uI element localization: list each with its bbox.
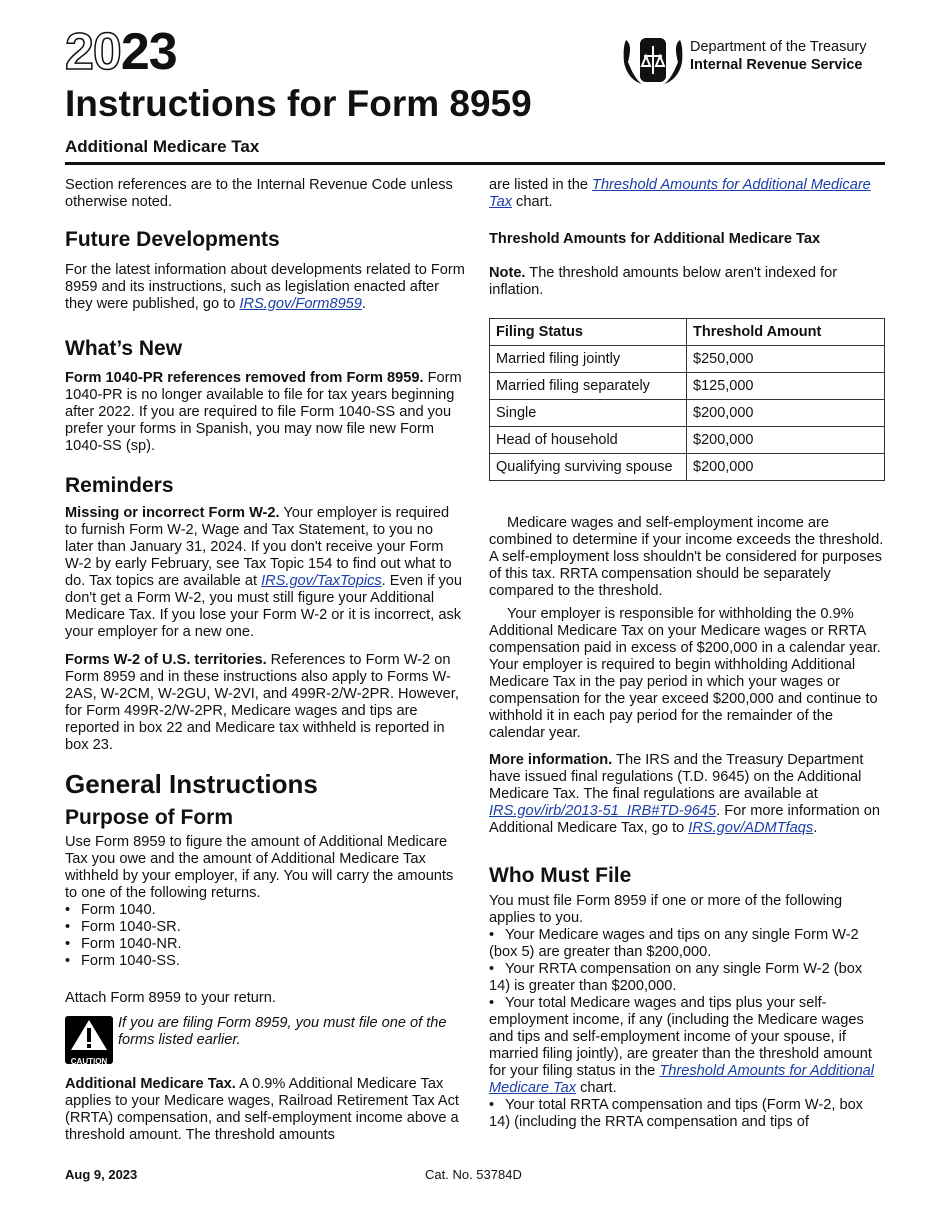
reminders-heading: Reminders: [65, 474, 174, 497]
table-row: Head of household $200,000: [490, 427, 885, 454]
page-subtitle: Additional Medicare Tax: [65, 137, 260, 156]
table-row: Qualifying surviving spouse $200,000: [490, 454, 885, 481]
list-item: • Form 1040-SS.: [65, 953, 465, 970]
attach-text: Attach Form 8959 to your return.: [65, 990, 276, 1006]
threshold-table-heading: Threshold Amounts for Additional Medicare Tax: [489, 231, 821, 247]
whats-new-text: Form 1040-PR references removed from Form 8959. Form 1040-PR is no longer available to file for tax years beginning after 2022. If you are required to file Form 1040-SS and you prefer your forms in Spanish, you may now file new Form 1040-SS (sp).: [65, 370, 462, 454]
page-title: Instructions for Form 8959: [65, 83, 532, 124]
list-item: • Your total Medicare wages and tips plus your self-employment income, if any (including the Medicare wages and tips and self-employment income of your spouse, if married filing jointly), are greater than the threshold amount for your filing status in the Threshold Amounts for Additional Medicare Tax chart.: [489, 995, 887, 1097]
threshold-note: Note. The threshold amounts below aren't indexed for inflation.: [489, 265, 838, 298]
future-developments-heading: Future Developments: [65, 228, 280, 251]
table-row: Single $200,000: [490, 400, 885, 427]
irs-eagle-logo-icon: [622, 32, 684, 88]
returns-list: [65, 902, 465, 970]
tax-topics-link[interactable]: IRS.gov/TaxTopics: [261, 573, 382, 589]
threshold-continuation: are listed in the Threshold Amounts for Additional Medicare Tax chart.: [489, 177, 871, 210]
purpose-section: Use Form 8959 to figure the amount of Additional Medicare Tax you owe and the amount of Additional Medicare Tax withheld by your employer, if any. You will carry the amounts to one of the following returns. • Form 1040. • Form 1040-SR. • Form 1040-NR. • Form 1040-SS.: [65, 834, 465, 970]
caution-icon: CAUTION: [65, 1016, 113, 1064]
table-row: Married filing jointly $250,000: [490, 346, 885, 373]
who-must-file-section: You must file Form 8959 if one or more of the following applies to you. • Your Medicare wages and tips on any single Form W-2 (box 5) are greater than $200,000. • Your RRTA compensation on any single Form W-2 (box 14) is greater than $200,000. • Your total Medicare wages and tips plus your self-employment income, if any (including the Medicare wages and tips and self-employment income of your spouse, if married filing jointly), are greater than the threshold amount for your filing status in the Threshold Amounts for Additional Medicare Tax chart. • Your total RRTA compensation and tips (Form W-2, box 14) (including the RRTA compensation and tips of: [489, 893, 887, 1131]
agency-block: Department of the Treasury Internal Revenue Service: [690, 39, 867, 73]
final-regulations-link[interactable]: IRS.gov/irb/2013-51_IRB#TD-9645: [489, 803, 717, 819]
table-row: Married filing separately $125,000: [490, 373, 885, 400]
threshold-chart-link-2[interactable]: Threshold Amounts for Additional Medicare Tax: [489, 1063, 875, 1096]
threshold-chart-link[interactable]: Threshold Amounts for Additional Medicare Tax: [489, 177, 871, 210]
caution-text: If you are filing Form 8959, you must file one of the forms listed earlier.: [118, 1015, 447, 1048]
table-header-row: Filing Status Threshold Amount: [490, 319, 885, 346]
form-year: 2023: [65, 23, 177, 81]
admt-faqs-link[interactable]: IRS.gov/ADMTfaqs: [688, 820, 814, 836]
future-developments-text: For the latest information about developments related to Form 8959 and its instructions, such as legislation enacted after they were published, go to IRS.gov/Form8959.: [65, 262, 465, 312]
general-instructions-heading: General Instructions: [65, 769, 318, 799]
threshold-table: [489, 318, 885, 481]
territories-reminder: Forms W-2 of U.S. territories. References to Form W-2 on Form 8959 and in these instructions also apply to Forms W-2AS, W-2CM, W-2GU, W-2VI, and 499R-2/W-2PR. However, for Form 499R-2/W-2PR, Medicare wages and tips are reported in box 22 and Medicare tax withheld is reported in box 23.: [65, 652, 459, 753]
more-information-text: More information. The IRS and the Treasury Department have issued final regulations (T.D. 9645) on the Additional Medicare Tax. The final regulations are available at IRS.gov/irb/2013-51_IRB#TD-9645. For more information on Additional Medicare Tax, go to IRS.gov/ADMTfaqs.: [489, 752, 880, 836]
list-item: • Your Medicare wages and tips on any single Form W-2 (box 5) are greater than $200,000.: [489, 927, 887, 961]
catalog-number: Cat. No. 53784D: [425, 1167, 522, 1182]
w2-reminder: Missing or incorrect Form W-2. Your employer is required to furnish Form W-2, Wage and Tax Statement, to you no later than January 31, 2024. If you don't receive your Form W-2 by early February, see Tax Topic 154 to find out what to do. Tax topics are available at IRS.gov/TaxTopics. Even if you don't get a Form W-2, you must still figure your Additional Medicare Tax. If you lose your Form W-2 or it is incorrect, ask your employer for a new one.: [65, 505, 462, 640]
revision-date: Aug 9, 2023: [65, 1167, 138, 1182]
intro-text: Section references are to the Internal Revenue Code unless otherwise noted.: [65, 177, 453, 210]
list-item: • Form 1040-SR.: [65, 919, 465, 936]
form8959-link[interactable]: IRS.gov/Form8959: [239, 296, 362, 312]
purpose-heading: Purpose of Form: [65, 806, 234, 829]
combined-income-text: Medicare wages and self-employment income are combined to determine if your income exceeds the threshold. A self-employment loss shouldn't be considered for purposes of this tax. RRTA compensation should be separately compared to the threshold.: [489, 515, 884, 599]
list-item: • Form 1040-NR.: [65, 936, 465, 953]
list-item: • Your RRTA compensation on any single Form W-2 (box 14) is greater than $200,000.: [489, 961, 887, 995]
employer-withholding-text: Your employer is responsible for withholding the 0.9% Additional Medicare Tax on your Medicare wages or RRTA compensation paid in excess of $200,000 in a calendar year. Your employer is required to begin withholding Additional Medicare Tax in the pay period in which your wages or compensation for the year exceed $200,000 and continue to withhold it in each pay period for the remainder of the calendar year.: [489, 606, 881, 741]
list-item: • Your total RRTA compensation and tips (Form W-2, box 14) (including the RRTA compensation and tips of: [489, 1097, 887, 1131]
whats-new-heading: What’s New: [65, 337, 183, 360]
additional-medicare-tax-text: Additional Medicare Tax. A 0.9% Additional Medicare Tax applies to your Medicare wages, Railroad Retirement Tax Act (RRTA) compensation, and self-employment income above a threshold amount. The threshold amounts: [65, 1076, 459, 1143]
who-must-file-heading: Who Must File: [489, 864, 632, 887]
header-divider: [65, 162, 885, 165]
list-item: • Form 1040.: [65, 902, 465, 919]
